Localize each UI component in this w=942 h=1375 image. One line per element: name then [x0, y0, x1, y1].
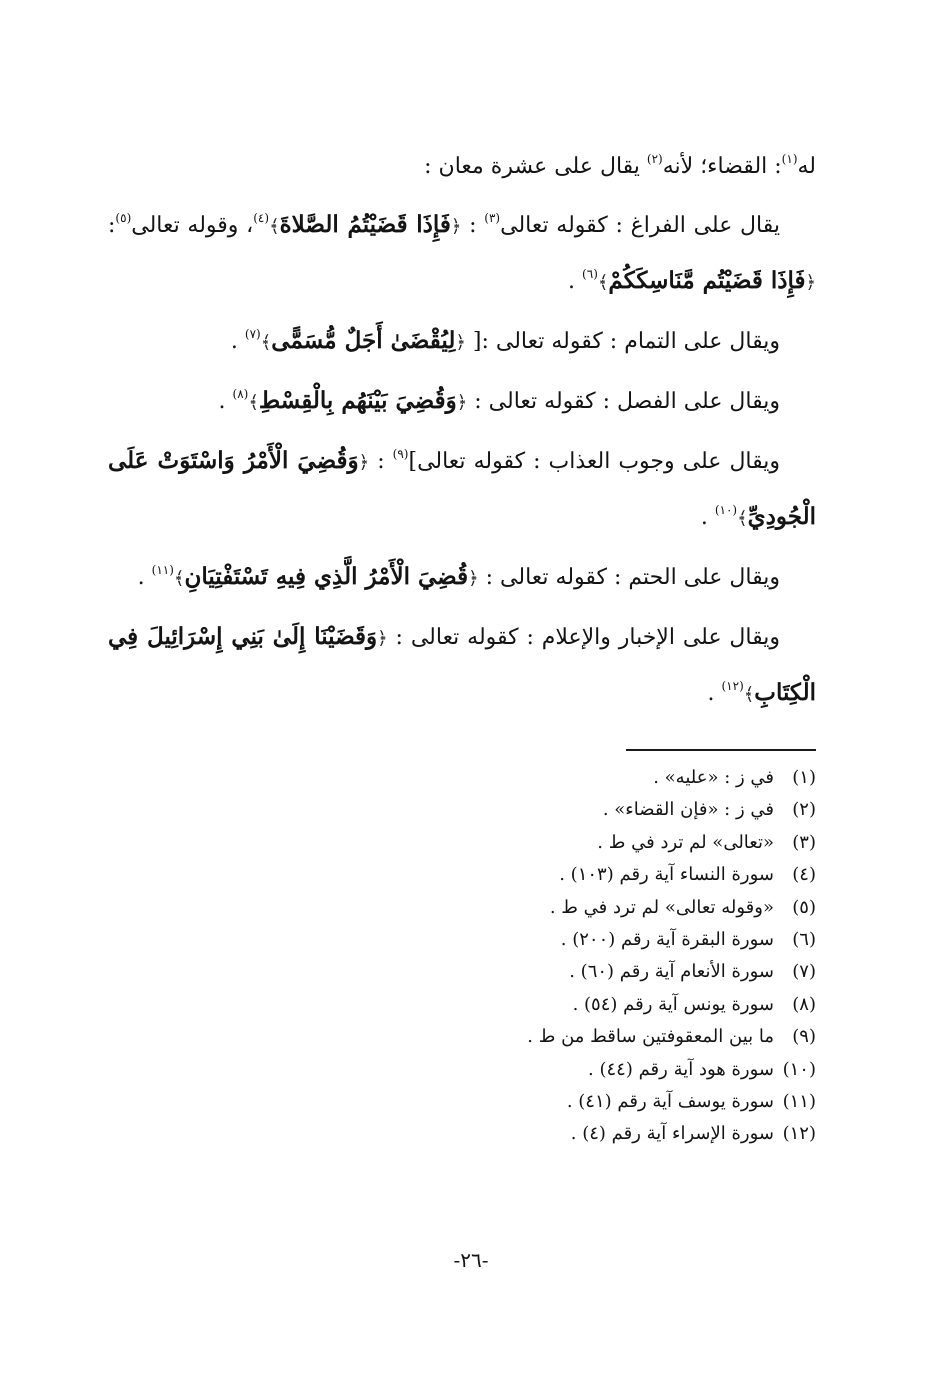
- quran-verse: وَقُضِيَ بَيْنَهُم بِالْقِسْطِ: [258, 387, 457, 414]
- footnote-number: (٤): [792, 864, 816, 886]
- text-run: .: [218, 389, 233, 414]
- footnote: [300, 794, 816, 826]
- paragraph: [108, 374, 816, 430]
- footnote-separator: [626, 749, 816, 751]
- ornate-bracket: ﴾: [743, 684, 755, 705]
- footnote: [300, 1118, 816, 1150]
- footnote-marker: (٤): [253, 211, 270, 225]
- footnote: [300, 956, 816, 988]
- ornate-bracket: ﴾: [248, 392, 259, 413]
- footnote-number: (١١): [782, 1091, 816, 1113]
- text-run: ويقال على الحتم : كقوله تعالى :: [478, 565, 780, 590]
- paragraph: [108, 314, 816, 370]
- ornate-bracket: ﴾: [260, 332, 272, 353]
- footnote-number: (٦): [792, 929, 816, 951]
- footnote-number: (٣): [792, 831, 816, 853]
- ornate-bracket: ﴾: [173, 568, 185, 589]
- footnote-number: (٥): [792, 896, 816, 918]
- text-run: له: [797, 154, 816, 179]
- footnote-number: (١٢): [782, 1123, 816, 1145]
- footnote-marker: (٣): [484, 211, 501, 225]
- footnote-number: (٧): [792, 961, 816, 983]
- footnote: [300, 1054, 816, 1086]
- text-run: ويقال على الإخبار والإعلام : كقوله تعالى :: [387, 625, 780, 650]
- footnote-text: سورة يوسف آية رقم (٤١) .: [566, 1091, 774, 1113]
- quran-verse: وَقَضَيْنَا إِلَىٰ بَنِي إِسْرَائِيلَ فِي الْكِتَابِ: [108, 623, 816, 706]
- paragraph: [108, 550, 816, 606]
- footnote-number: (٩): [792, 1026, 816, 1048]
- footnote-marker: (١١): [151, 563, 174, 577]
- text-run: :: [108, 213, 116, 238]
- text-run: .: [137, 565, 152, 590]
- text-run: .: [707, 681, 722, 706]
- footnote: [300, 892, 816, 924]
- quran-verse: فَإِذَا قَضَيْتُمُ الصَّلاةَ: [279, 211, 451, 238]
- text-run: ويقال على وجوب العذاب : كقوله تعالى]: [408, 449, 781, 474]
- text-run: ويقال على الفصل : كقوله تعالى :: [467, 389, 780, 414]
- text-run: ، وقوله تعالى: [131, 213, 254, 238]
- ornate-bracket: ﴿: [358, 452, 370, 473]
- footnote-marker: (٩): [392, 447, 409, 461]
- text-run: .: [568, 269, 583, 294]
- text-run: .: [700, 505, 715, 530]
- text-run: :: [461, 213, 485, 238]
- ornate-bracket: ﴿: [456, 392, 468, 413]
- footnote-number: (١٠): [782, 1058, 816, 1080]
- footnote: [300, 1086, 816, 1118]
- text-run: : القضاء؛ لأنه: [662, 154, 782, 179]
- footnote-text: سورة النساء آية رقم (١٠٣) .: [559, 864, 774, 886]
- footnote-number: (١): [792, 767, 816, 788]
- footnote-text: سورة هود آية رقم (٤٤) .: [588, 1058, 774, 1080]
- footnote-marker: (٥): [115, 211, 132, 225]
- footnote-marker: (٢): [646, 152, 663, 166]
- footnote: [300, 762, 816, 794]
- footnote-text: «تعالى» لم ترد في ط .: [597, 831, 774, 853]
- paragraph: [108, 198, 816, 310]
- quran-verse: لِيُقْضَىٰ أَجَلٌ مُّسَمًّى: [271, 327, 456, 354]
- quran-verse: وَقُضِيَ الْأَمْرُ وَاسْتَوَتْ عَلَى الْجُودِيِّ: [108, 447, 816, 530]
- ornate-bracket: ﴿: [805, 272, 816, 293]
- footnote-text: في ز : «فإن القضاء» .: [602, 799, 774, 821]
- page-number: -٢٦-: [453, 1248, 489, 1272]
- footnote: [300, 1021, 816, 1053]
- ornate-bracket: ﴿: [455, 332, 466, 353]
- footnote-marker: (٦): [582, 267, 598, 281]
- quran-verse: فَإِذَا قَضَيْتُم مَّنَاسِكَكُمْ: [608, 267, 806, 294]
- footnote-text: سورة يونس آية رقم (٥٤) .: [572, 993, 774, 1015]
- text-run: يقال على عشرة معان :: [424, 154, 647, 179]
- footnote-marker: (١٢): [721, 679, 744, 693]
- ornate-bracket: ﴿: [468, 568, 479, 589]
- quran-verse: قُضِيَ الْأَمْرُ الَّذِي فِيهِ تَسْتَفْتِيَانِ: [184, 563, 469, 590]
- footnote: [300, 989, 816, 1021]
- footnote-number: (٢): [792, 799, 816, 821]
- footnote: [300, 859, 816, 891]
- ornate-bracket: ﴿: [450, 216, 462, 237]
- text-run: يقال على الفراغ : كقوله تعالى: [500, 213, 780, 238]
- footnote-marker: (١٠): [714, 503, 738, 517]
- footnote-text: ما بين المعقوفتين ساقط من ط .: [527, 1026, 774, 1048]
- text-run: .: [230, 329, 245, 354]
- footnote-text: في ز : «عليه» .: [653, 767, 774, 788]
- text-run: ويقال على التمام : كقوله تعالى :[: [465, 329, 780, 354]
- footnote-text: سورة الإسراء آية رقم (٤) .: [570, 1123, 774, 1145]
- footnote-number: (٨): [792, 993, 816, 1015]
- text-run: :: [369, 449, 393, 474]
- ornate-bracket: ﴾: [737, 508, 748, 529]
- ornate-bracket: ﴾: [597, 272, 609, 293]
- footnotes-list: [300, 762, 816, 1151]
- paragraph: [108, 610, 816, 722]
- paragraph: [108, 140, 816, 194]
- footnote-marker: (٨): [232, 387, 249, 401]
- footnote-text: سورة البقرة آية رقم (٢٠٠) .: [560, 929, 774, 951]
- ornate-bracket: ﴾: [269, 216, 280, 237]
- footnote: [300, 924, 816, 956]
- footnote: [300, 827, 816, 859]
- footnote-marker: (١): [781, 152, 798, 166]
- main-text: [108, 140, 816, 722]
- footnote-text: «وقوله تعالى» لم ترد في ط .: [549, 896, 774, 918]
- paragraph: [108, 434, 816, 546]
- footnote-marker: (٧): [244, 327, 261, 341]
- footnote-text: سورة الأنعام آية رقم (٦٠) .: [569, 961, 774, 983]
- ornate-bracket: ﴿: [377, 628, 388, 649]
